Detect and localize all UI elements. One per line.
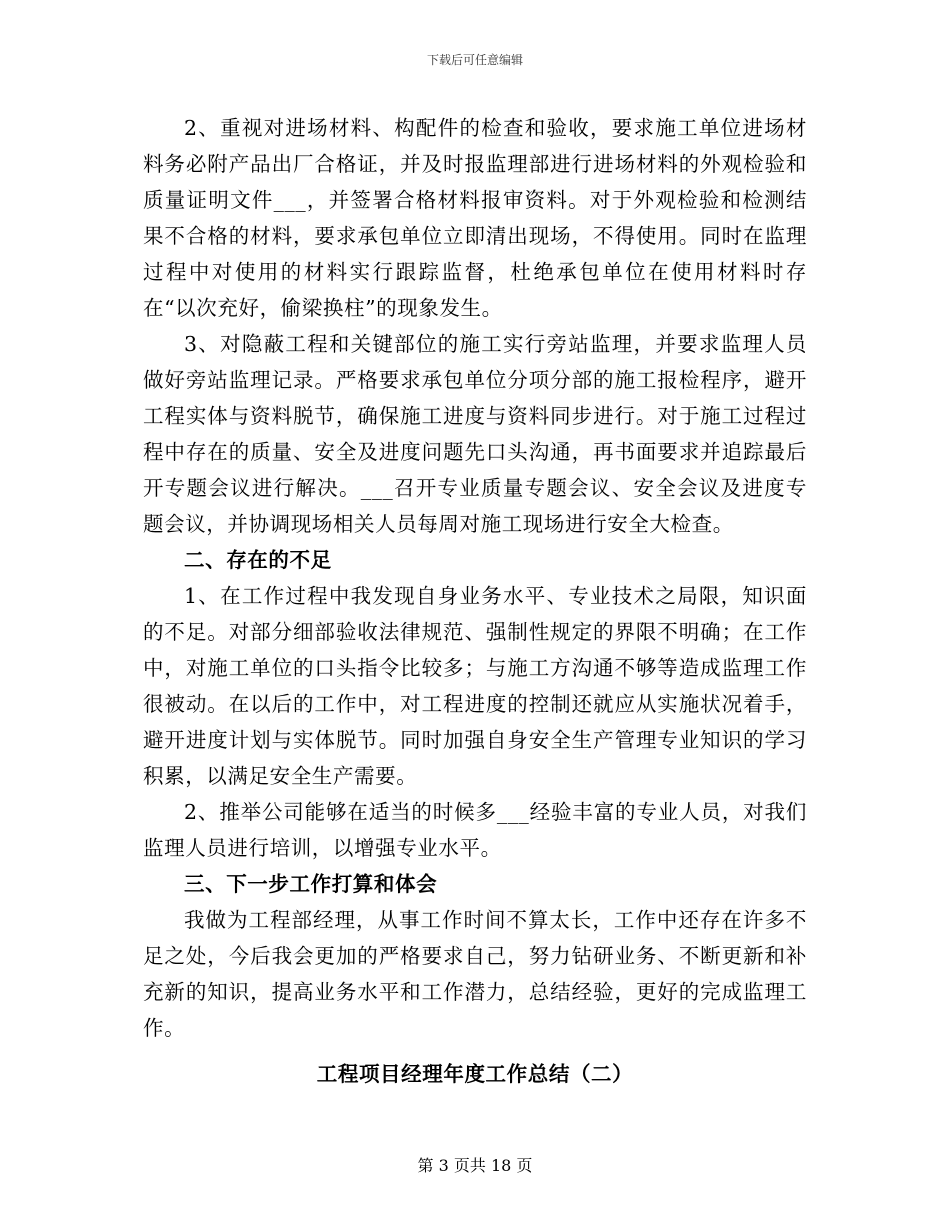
page-header-note: 下载后可任意编辑: [426, 53, 523, 67]
section-heading-next-steps: 三、下一步工作打算和体会: [184, 872, 438, 896]
document-body: [143, 110, 807, 1092]
page-number-footer: 第 3 页共 18 页: [417, 1156, 533, 1175]
paragraph-shortcoming-skills: 1、在工作过程中我发现自身业务水平、专业技术之局限，知识面的不足。对部分细部验收法律规范、强制性规定的界限不明确；在工作中，对施工单位的口头指令比较多；与施工方沟通不够等造成监理工作很被动。在以后的工作中，对工程进度的控制还就应从实施状况着手，避开进度计划与实体脱节。同时加强自身安全生产管理专业知识的学习积累，以满足安全生产需要。: [143, 584, 807, 788]
section-heading-shortcomings: 二、存在的不足: [184, 548, 332, 572]
paragraph-shortcoming-training: 2、推举公司能够在适当的时候多___经验丰富的专业人员，对我们监理人员进行培训，以增强专业水平。: [143, 800, 807, 860]
paragraph-hidden-works-supervision: 3、对隐蔽工程和关键部位的施工实行旁站监理，并要求监理人员做好旁站监理记录。严格要求承包单位分项分部的施工报检程序，避开工程实体与资料脱节，确保施工进度与资料同步进行。对于施工过程过程中存在的质量、安全及进度问题先口头沟通，再书面要求并追踪最后开专题会议进行解决。___召开专业质量专题会议、安全会议及进度专题会议，并协调现场相关人员每周对施工现场进行安全大检查。: [143, 332, 807, 536]
paragraph-material-inspection: 2、重视对进场材料、构配件的检查和验收，要求施工单位进场材料务必附产品出厂合格证，并及时报监理部进行进场材料的外观检验和质量证明文件___，并签署合格材料报审资料。对于外观检验和检测结果不合格的材料，要求承包单位立即清出现场，不得使用。同时在监理过程中对使用的材料实行跟踪监督，杜绝承包单位在使用材料时存在“以次充好，偷梁换柱”的现象发生。: [143, 116, 807, 320]
paragraph-next-steps: 我做为工程部经理，从事工作时间不算太长，工作中还存在许多不足之处，今后我会更加的严格要求自己，努力钻研业务、不断更新和补充新的知识，提高业务水平和工作潜力，总结经验，更好的完成监理工作。: [143, 908, 807, 1040]
document-title-part-two: 工程项目经理年度工作总结（二）: [316, 1062, 634, 1086]
